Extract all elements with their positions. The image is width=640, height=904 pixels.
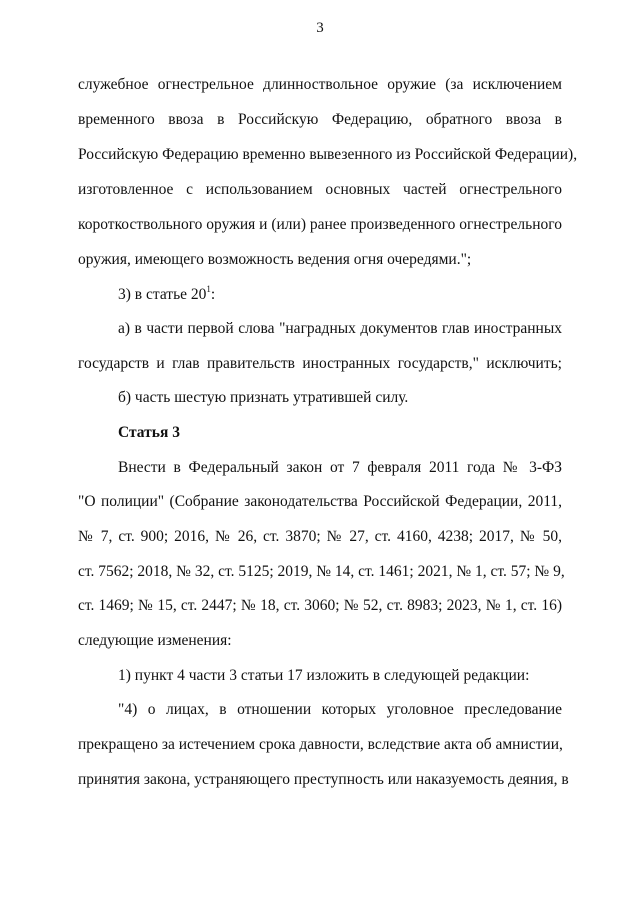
text-line: ст. 1469; № 15, ст. 2447; № 18, ст. 3060; № 52, ст. 8983; 2023, № 1, ст. 16) <box>78 597 562 614</box>
text-line: Внести в Федеральный закон от 7 февраля 2011 года № 3-ФЗ <box>118 459 562 476</box>
text-line: служебное огнестрельное длинноствольное оружие (за исключением <box>78 76 562 93</box>
list-item-3 <box>118 285 562 305</box>
text-line: принятия закона, устраняющего преступность или наказуемость деяния, в <box>78 771 569 788</box>
item3-prefix: 3) в статье 20 <box>118 286 207 303</box>
text-line: ст. 7562; 2018, № 32, ст. 5125; 2019, № 14, ст. 1461; 2021, № 1, ст. 57; № 9, <box>78 563 565 580</box>
text-line: короткоствольного оружия и (или) ранее произведенного огнестрельного <box>78 216 562 233</box>
item3-superscript: 1 <box>206 283 211 294</box>
text-line: государств и глав правительств иностранных государств," исключить; <box>78 355 562 372</box>
text-line: прекращено за истечением срока давности, вследствие акта об амнистии, <box>78 736 563 753</box>
item3-suffix: : <box>210 286 216 303</box>
text-line: Российскую Федерацию временно вывезенного из Российской Федерации), <box>78 146 578 163</box>
text-line: следующие изменения: <box>78 632 232 649</box>
text-line: "4) о лицах, в отношении которых уголовное преследование <box>118 701 562 718</box>
page-number: 3 <box>316 20 324 36</box>
text-line: оружия, имеющего возможность ведения огня очередями."; <box>78 251 472 268</box>
text-line: б) часть шестую признать утратившей силу. <box>118 389 409 406</box>
text-line: 1) пункт 4 части 3 статьи 17 изложить в следующей редакции: <box>118 667 530 684</box>
text-line: № 7, ст. 900; 2016, № 26, ст. 3870; № 27, ст. 4160, 4238; 2017, № 50, <box>78 528 562 545</box>
text-line: а) в части первой слова "наградных документов глав иностранных <box>118 320 562 337</box>
text-line: изготовленное с использованием основных частей огнестрельного <box>78 181 562 198</box>
article-heading: Статья 3 <box>118 424 180 441</box>
text-line: "О полиции" (Собрание законодательства Российской Федерации, 2011, <box>78 493 562 510</box>
text-line: временного ввоза в Российскую Федерацию, обратного ввоза в <box>78 111 562 128</box>
